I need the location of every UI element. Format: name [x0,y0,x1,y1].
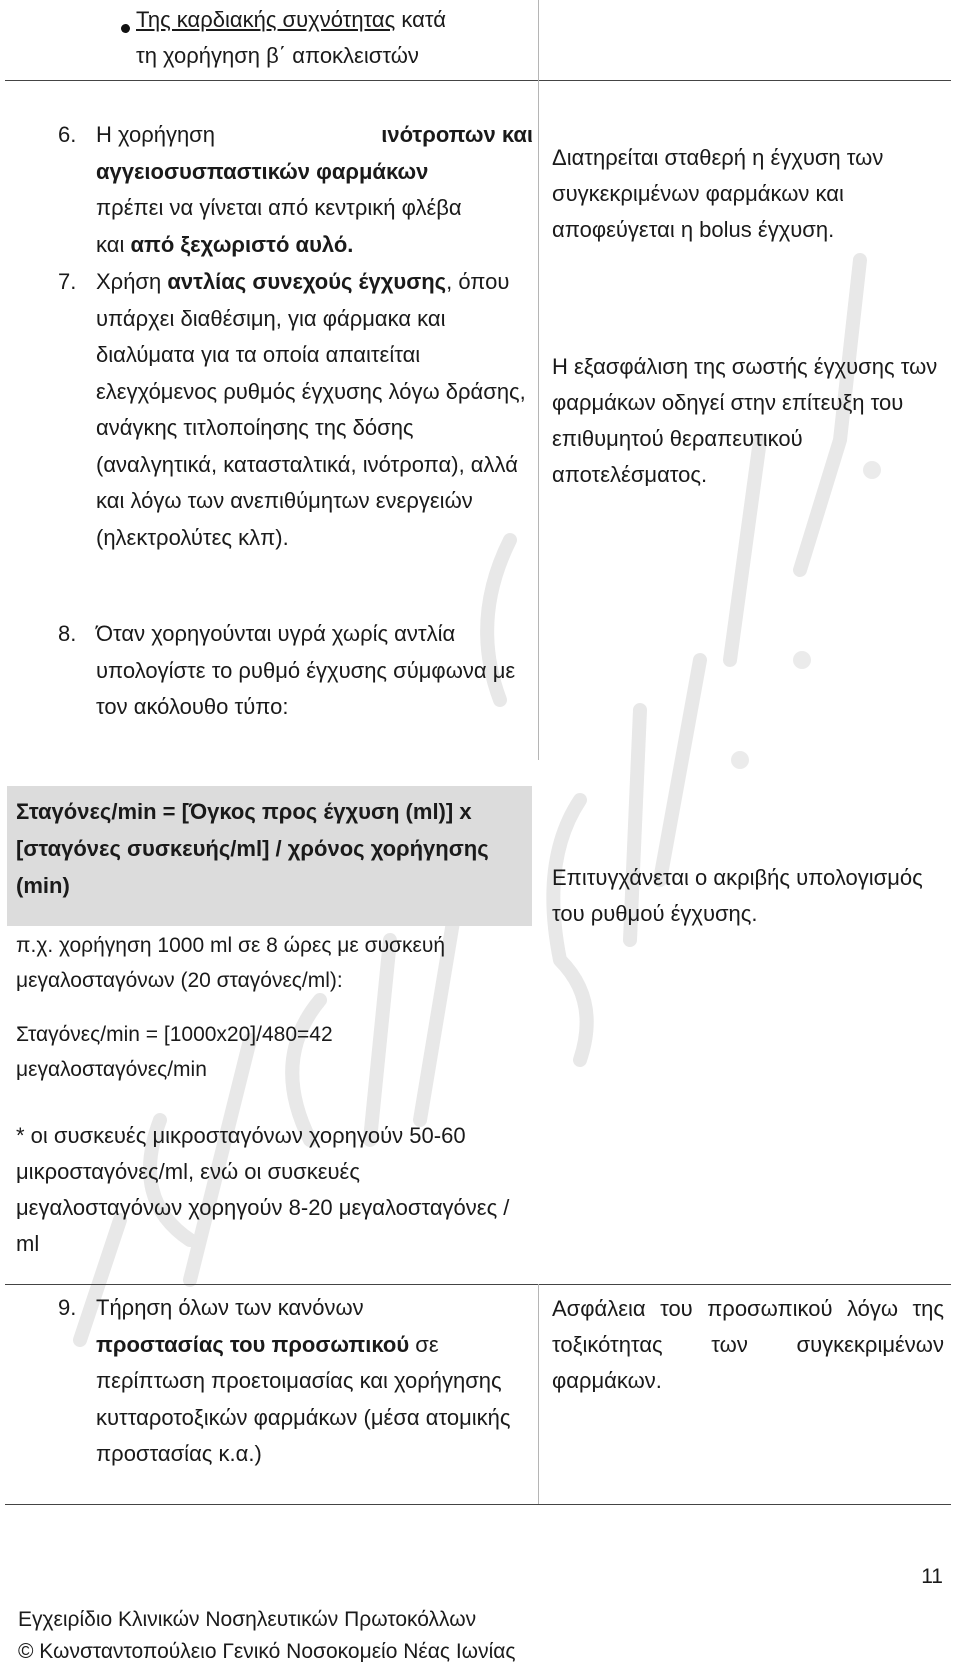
table-rule-bottom [5,1504,951,1505]
item-number: 9. [58,1295,77,1320]
item6-bold-a: ινότροπων και [381,122,533,147]
bullet-marker [121,24,130,33]
column-divider [538,0,539,80]
list-item-8 [48,616,533,726]
item6-line-2: αγγειοσυσπαστικών φαρμάκων [96,158,429,184]
item-number: 6. [58,122,77,147]
item7-rationale: Η εξασφάλιση της σωστής έγχυσης των φαρμάκων οδηγεί στην επίτευξη του επιθυμητού θεραπευτικού αποτελέσματος. [552,354,938,487]
item6-line-3: πρέπει να γίνεται από κεντρική φλέβα [96,195,462,220]
list-item-7 [48,264,533,556]
item7-comma: , [446,269,453,294]
bullet-line-2: τη χορήγηση β΄ αποκλειστών [136,43,419,68]
bullet-line-1 [136,2,446,38]
item7-text-a: Χρήση [96,269,168,294]
item-number: 7. [58,269,77,294]
item-text [96,264,533,556]
column-divider [538,1284,539,1504]
item6-text-a: Η χορήγηση [96,122,215,147]
item6-bold-b: από ξεχωριστό αυλό. [130,231,354,257]
item9-line-2 [96,1327,533,1364]
item-text [96,1290,533,1473]
formula-calculation: Σταγόνες/min = [1000x20]/480=42 μεγαλοσταγόνες/min [16,1023,333,1081]
item6-text-b: και [96,231,131,257]
item6-line-4 [96,227,533,264]
footer-copyright: © Κωνσταντοπούλειο Γενικό Νοσοκομείο Νέας Ιωνίας [18,1640,516,1663]
item9-text-rest: περίπτωση προετοιμασίας και χορήγησης κυτταροτοξικών φαρμάκων (μέσα ατομικής προστασίας κ.α.) [96,1368,511,1466]
footer-title: Εγχειρίδιο Κλινικών Νοσηλευτικών Πρωτοκόλλων [18,1608,477,1631]
item7-text-rest: όπου υπάρχει διαθέσιμη, για φάρμακα και διαλύματα για τα οποία απαιτείται ελεγχόμενος ρυθμός έγχυσης λόγω δράσης, ανάγκης τιτλοποίησης της δόσης (αναλγητικά, κατασταλτικά, ινότροπα), αλλά και λόγω των ανεπιθύμητων ενεργειών (ηλεκτρολύτες κλπ). [96,269,526,550]
item9-rationale: Ασφάλεια του προσωπικού λόγω της τοξικότητας των συγκεκριμένων φαρμάκων. [552,1296,944,1393]
formula-example: π.χ. χορήγηση 1000 ml σε 8 ώρες με συσκευή μεγαλοσταγόνων (20 σταγόνες/ml): [16,934,446,992]
item7-bold: αντλίας συνεχούς έγχυσης [167,269,447,294]
list-item-6 [48,117,533,263]
bullet-underlined-text: Της καρδιακής συχνότητας [136,7,396,32]
formula-rationale: Επιτυγχάνεται ο ακριβής υπολογισμός του ρυθμού έγχυσης. [552,865,923,926]
item9-bold: προστασίας του προσωπικού [96,1331,410,1357]
formula-text: Σταγόνες/min = [Όγκος προς έγχυση (ml)] x [σταγόνες συσκευής/ml] / χρόνος χορήγησης (min) [16,799,489,898]
item6-line-1 [96,117,533,154]
page-number: 11 [921,1565,943,1588]
table-rule-top [5,80,951,81]
list-item-9 [48,1290,533,1473]
table-rule-middle [5,1284,951,1285]
item9-line-1: Τήρηση όλων των κανόνων [96,1295,364,1320]
item-number: 8. [58,621,77,646]
item6-rationale: Διατηρείται σταθερή η έγχυση των συγκεκριμένων φαρμάκων και αποφεύγεται η bolus έγχυση. [552,145,884,242]
column-divider [538,80,539,760]
item8-text: Όταν χορηγούνται υγρά χωρίς αντλία υπολογίστε το ρυθμό έγχυσης σύμφωνα με τον ακόλουθο τύπο: [96,621,516,719]
item9-text-b: σε [409,1331,439,1357]
bullet-rest-text: κατά [395,7,446,32]
item-text [96,117,533,263]
dropset-note: * οι συσκευές μικροσταγόνων χορηγούν 50-60 μικροσταγόνες/ml, ενώ οι συσκευές μεγαλοσταγόνων χορηγούν 8-20 μεγαλοσταγόνες / ml [16,1123,510,1256]
